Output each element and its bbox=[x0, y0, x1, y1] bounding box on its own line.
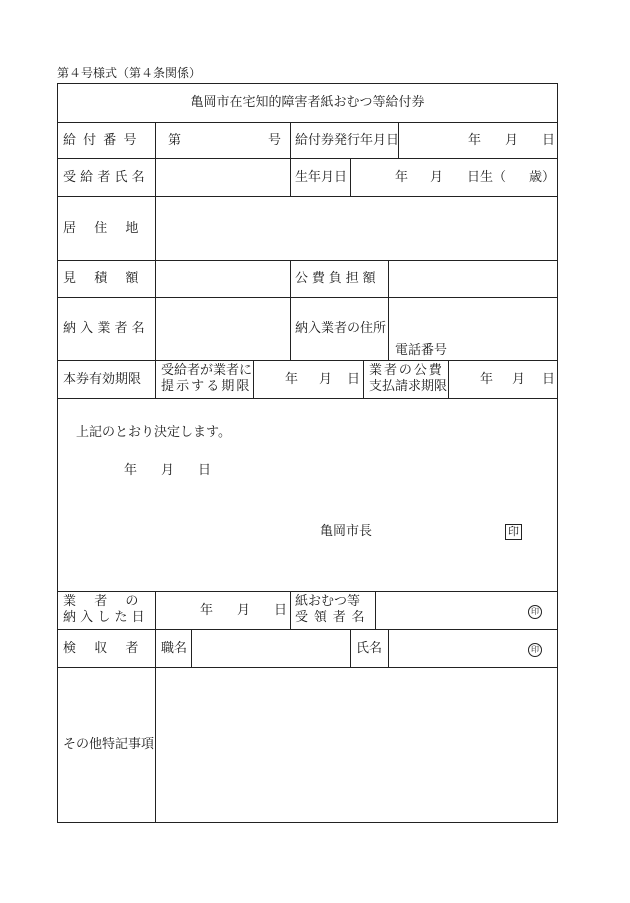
age-suffix: 歳） bbox=[529, 170, 556, 185]
birth-day-suffix: 日生（ bbox=[467, 170, 507, 185]
present-year: 年 bbox=[285, 372, 299, 387]
present-deadline-line1: 受給者が業者に bbox=[161, 363, 253, 378]
form-title: 亀岡市在宅知的障害者紙おむつ等給付券 bbox=[190, 95, 425, 110]
present-month: 月 bbox=[319, 372, 333, 387]
birth-label: 生年月日 bbox=[295, 170, 348, 185]
claim-month: 月 bbox=[512, 372, 526, 387]
claim-deadline-line2: 支払請求期限 bbox=[369, 379, 448, 394]
form-reference: 第４号様式（第４条関係） bbox=[57, 66, 202, 80]
vendor-label: 納入業者名 bbox=[63, 321, 149, 336]
issue-month: 月 bbox=[505, 133, 519, 148]
claim-day: 日 bbox=[542, 372, 556, 387]
phone-label: 電話番号 bbox=[395, 343, 448, 358]
mayor-seal-mark: 印 bbox=[505, 524, 522, 540]
number-go: 号 bbox=[268, 133, 282, 148]
birth-year: 年 bbox=[395, 170, 409, 185]
present-day: 日 bbox=[347, 372, 361, 387]
voucher-form bbox=[57, 83, 558, 823]
public-label: 公費負担額 bbox=[295, 271, 380, 286]
claim-deadline-line1: 業者の公費 bbox=[369, 363, 444, 378]
number-dai: 第 bbox=[168, 133, 182, 148]
delivery-month: 月 bbox=[237, 603, 251, 618]
estimate-label: 見積額 bbox=[63, 271, 157, 286]
receiver-label-line1: 紙おむつ等 bbox=[295, 594, 361, 609]
delivery-day: 日 bbox=[274, 603, 288, 618]
decision-month: 月 bbox=[161, 463, 175, 478]
inspector-seal bbox=[528, 641, 542, 657]
receiver-seal-mark: 印 bbox=[528, 605, 542, 619]
decision-text: 上記のとおり決定します。 bbox=[76, 425, 231, 440]
decision-day: 日 bbox=[198, 463, 212, 478]
delivery-label-line1: 業 者 の bbox=[63, 594, 142, 609]
issue-year: 年 bbox=[468, 133, 482, 148]
notes-label: その他特記事項 bbox=[63, 737, 155, 752]
validity-label: 本券有効期限 bbox=[63, 372, 142, 387]
mayor-label: 亀岡市長 bbox=[320, 524, 373, 539]
address-label: 居住地 bbox=[63, 221, 157, 236]
birth-month: 月 bbox=[430, 170, 444, 185]
receiver-seal bbox=[528, 603, 542, 619]
present-deadline-line2: 提示する期限 bbox=[161, 379, 252, 394]
issue-day: 日 bbox=[542, 133, 556, 148]
issue-date-label: 給付券発行年月日 bbox=[295, 133, 400, 148]
name-label: 氏名 bbox=[356, 641, 383, 656]
decision-year: 年 bbox=[124, 463, 138, 478]
inspector-seal-mark: 印 bbox=[528, 643, 542, 657]
position-label: 職名 bbox=[161, 641, 188, 656]
mayor-seal bbox=[505, 524, 522, 540]
inspector-label: 検収者 bbox=[63, 641, 157, 656]
delivery-year: 年 bbox=[200, 603, 214, 618]
vendor-address-label: 納入業者の住所 bbox=[295, 321, 387, 336]
recipient-label: 受給者氏名 bbox=[63, 170, 149, 185]
claim-year: 年 bbox=[480, 372, 494, 387]
receiver-label-line2: 受領者名 bbox=[295, 610, 371, 625]
number-label: 給付番号 bbox=[63, 133, 144, 148]
delivery-label-line2: 納入した日 bbox=[63, 610, 149, 625]
